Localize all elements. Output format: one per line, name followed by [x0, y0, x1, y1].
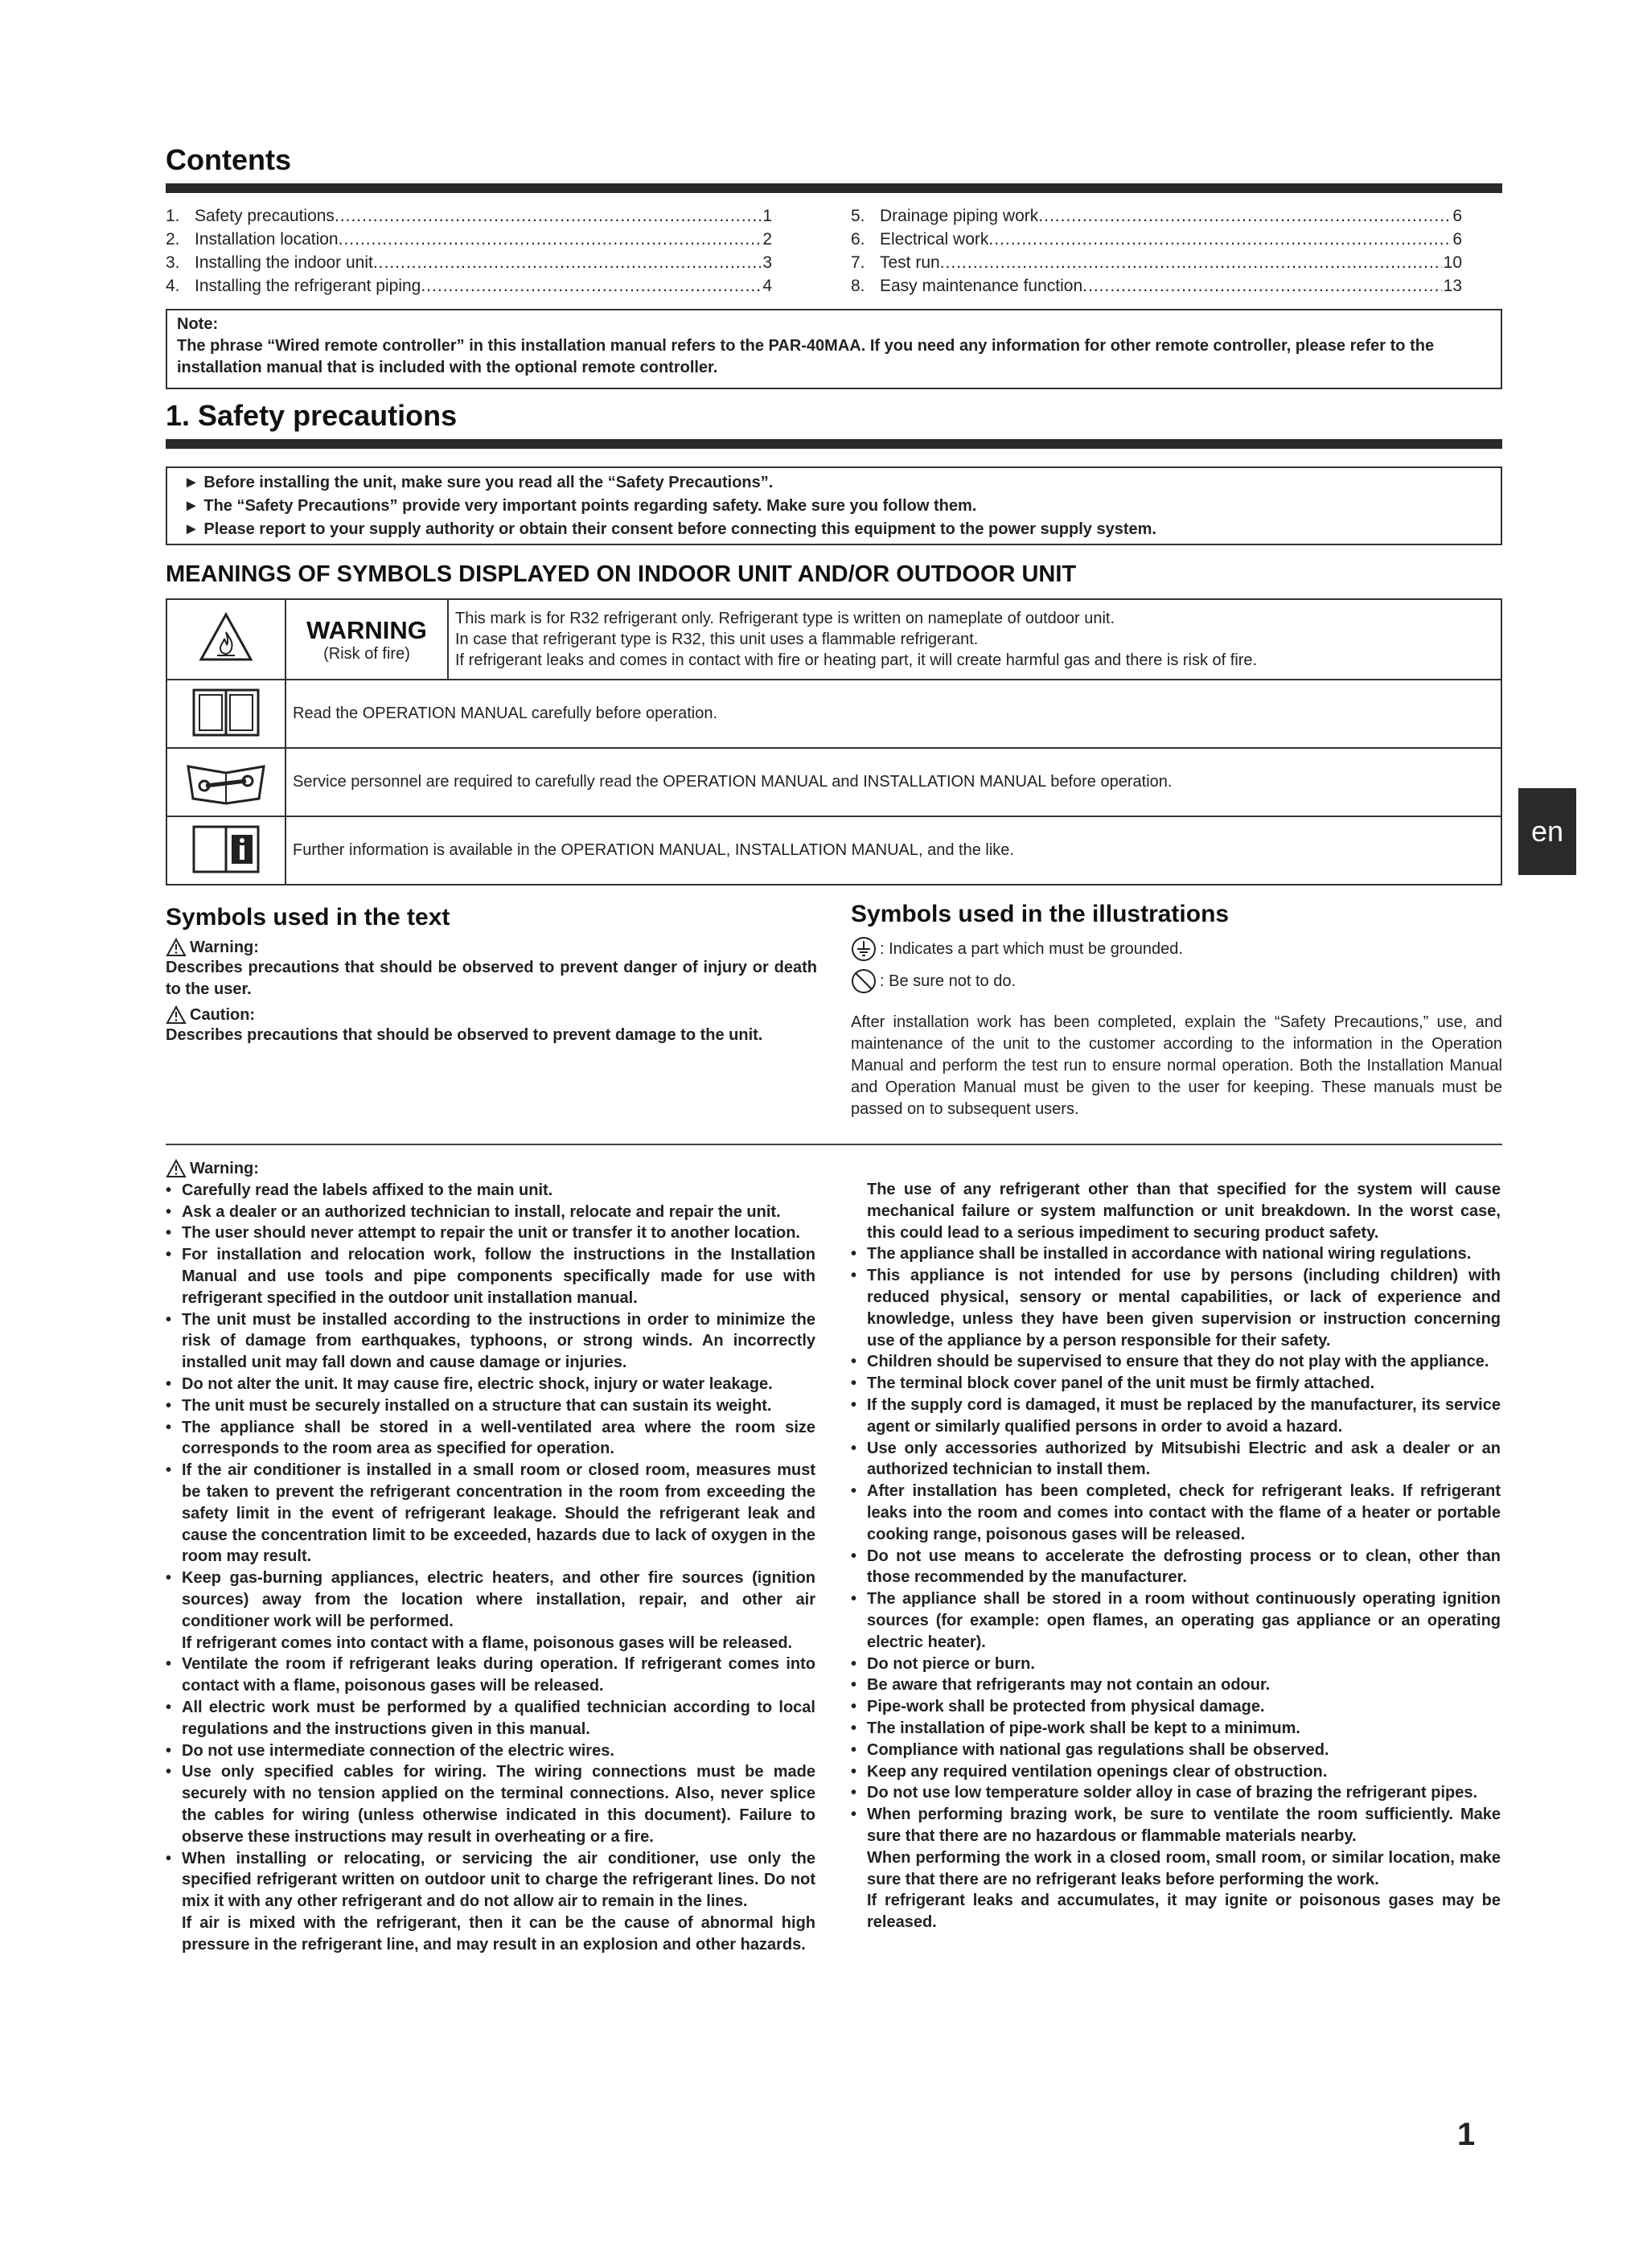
warning-sub: (Risk of fire)	[323, 644, 410, 663]
warning-list-heading	[166, 1158, 815, 1180]
warning-item: • Do not use low temperature solder alloy in case of brazing the refrigerant pipes.	[851, 1782, 1501, 1804]
precaution-box	[166, 466, 1502, 545]
symbols-illus-section	[851, 901, 1502, 1120]
section-rule	[166, 439, 1502, 449]
warning-item: • Use only accessories authorized by Mitsubishi Electric and ask a dealer or an authorized technician to install them.	[851, 1438, 1501, 1481]
precaution-line: ► The “Safety Precautions” provide very important points regarding safety. Make sure you follow them.	[183, 497, 977, 515]
caution-heading	[166, 1005, 817, 1025]
warning-heading	[166, 938, 817, 957]
symbols-table	[166, 598, 1502, 885]
warning-list-left	[166, 1158, 815, 1955]
book-icon	[166, 680, 285, 748]
contents-title: Contents	[166, 143, 291, 176]
warning-item: • Do not use means to accelerate the defrosting process or to clean, other than those recommended by the manufacturer.	[851, 1546, 1501, 1589]
toc-item[interactable]: 5. Drainage piping work ..... 6	[851, 204, 1462, 228]
warning-item: • The user should never attempt to repair the unit or transfer it to another location.	[166, 1222, 815, 1244]
warning-item: • The unit must be securely installed on a structure that can sustain its weight.	[166, 1395, 815, 1417]
warning-triangle-icon	[166, 938, 187, 957]
warning-item: • Compliance with national gas regulations shall be observed.	[851, 1740, 1501, 1761]
toc-left	[166, 204, 772, 298]
warning-item: • If the air conditioner is installed in a small room or closed room, measures must be taken to prevent the refrigerant concentration in the room from exceeding the safety limit in the event of refrigerant leakage. Should the refrigerant leak and cause the concentration limit to be exceeded, hazards due to lack of oxygen in the room may result.	[166, 1460, 815, 1567]
warning-label: Warning:	[190, 938, 259, 956]
warning-item: • Children should be supervised to ensure that they do not play with the appliance.	[851, 1351, 1501, 1373]
donot-text: : Be sure not to do.	[880, 972, 1016, 990]
warning-line: If refrigerant leaks and comes in contact with fire or heating part, it will create harmful gas and there is risk of fire.	[455, 651, 1258, 669]
warning-item: The use of any refrigerant other than that specified for the system will cause mechanical failure or system malfunction or unit breakdown. In the worst case, this could lead to a serious impediment to securing product safety.	[867, 1181, 1501, 1242]
warning-triangle-icon	[166, 1159, 187, 1178]
warning-item: • The appliance shall be installed in accordance with national wiring regulations.	[851, 1243, 1501, 1265]
divider	[166, 1144, 1502, 1145]
warning-item: • The appliance shall be stored in a room without continuously operating ignition sources (for example: open flames, an operating gas appliance or an operating electric heater).	[851, 1588, 1501, 1653]
warning-item: • When installing or relocating, or servicing the air conditioner, use only the specified refrigerant written on outdoor unit to charge the refrigerant lines. Do not mix it with any other refrigerant and do not allow air to remain in the lines.	[166, 1848, 815, 1913]
symbol-row-text: Service personnel are required to carefully read the OPERATION MANUAL and INSTALLATION MANUAL before operation.	[285, 748, 1501, 816]
donot-row	[851, 968, 1502, 994]
warning-item: • The terminal block cover panel of the unit must be firmly attached.	[851, 1373, 1501, 1395]
warning-item: • All electric work must be performed by a qualified technician according to local regulations and the instructions given in this manual.	[166, 1697, 815, 1740]
toc-item[interactable]: 2. Installation location ..... 2	[166, 228, 772, 251]
info-book-icon	[166, 816, 285, 885]
toc-item[interactable]: 1. Safety precautions ..... 1	[166, 204, 772, 228]
warning-item: • Be aware that refrigerants may not contain an odour.	[851, 1674, 1501, 1696]
warning-item: If refrigerant comes into contact with a flame, poisonous gases will be released.	[182, 1633, 793, 1652]
note-label: Note:	[177, 315, 219, 333]
warning-item: • If the supply cord is damaged, it must be replaced by the manufacturer, its service agent or similarly qualified persons in order to avoid a hazard.	[851, 1395, 1501, 1438]
toc-item[interactable]: 4. Installing the refrigerant piping ..... 4	[166, 274, 772, 298]
caution-label: Caution:	[190, 1005, 256, 1024]
warning-item: If air is mixed with the refrigerant, then it can be the cause of abnormal high pressure in the refrigerant line, and may result in an explosion and other hazards.	[182, 1913, 815, 1954]
warning-item: • Carefully read the labels affixed to the main unit.	[166, 1180, 815, 1202]
language-tab[interactable]: en	[1518, 788, 1576, 875]
warning-item: • Ask a dealer or an authorized technician to install, relocate and repair the unit.	[166, 1202, 815, 1223]
toc-item[interactable]: 7. Test run ..... 10	[851, 251, 1462, 274]
warning-item: • Do not use intermediate connection of the electric wires.	[166, 1740, 815, 1762]
warning-description	[448, 599, 1501, 680]
caution-desc: Describes precautions that should be observed to prevent damage to the unit.	[166, 1026, 763, 1044]
symbols-text-section	[166, 904, 817, 1046]
toc-right	[851, 204, 1462, 298]
warning-line: This mark is for R32 refrigerant only. Refrigerant type is written on nameplate of outdoor unit.	[455, 610, 1115, 627]
warning-item: • Do not pierce or burn.	[851, 1654, 1501, 1675]
warning-item: • Pipe-work shall be protected from physical damage.	[851, 1696, 1501, 1718]
toc-item[interactable]: 6. Electrical work ..... 6	[851, 228, 1462, 251]
after-installation-text: After installation work has been completed, explain the “Safety Precautions,” use, and maintenance of the unit to the customer according to the information in the Operation Manual and perform the test run to ensure normal operation. Both the Installation Manual and Operation Manual must be given to the user for keeping. These manuals must be passed on to subsequent users.	[851, 1013, 1502, 1118]
toc-item[interactable]: 3. Installing the indoor unit ..... 3	[166, 251, 772, 274]
warning-list-label: Warning:	[190, 1160, 259, 1177]
meanings-title: MEANINGS OF SYMBOLS DISPLAYED ON INDOOR UNIT AND/OR OUTDOOR UNIT	[166, 561, 1077, 587]
note-box	[166, 309, 1502, 389]
symbol-row-text: Further information is available in the OPERATION MANUAL, INSTALLATION MANUAL, and the like.	[285, 816, 1501, 885]
warning-list-right	[851, 1179, 1501, 1933]
precaution-line: ► Before installing the unit, make sure you read all the “Safety Precautions”.	[183, 474, 774, 491]
warning-item: • Ventilate the room if refrigerant leaks during operation. If refrigerant comes into contact with a flame, poisonous gases will be released.	[166, 1654, 815, 1697]
symbols-illus-title: Symbols used in the illustrations	[851, 901, 1230, 927]
warning-cell	[285, 599, 448, 680]
warning-item: • For installation and relocation work, follow the instructions in the Installation Manual and use tools and pipe components specifically made for use with refrigerant specified in the outdoor unit installation manual.	[166, 1244, 815, 1309]
warning-item: • Keep any required ventilation openings clear of obstruction.	[851, 1761, 1501, 1783]
warning-item: • Keep gas-burning appliances, electric heaters, and other fire sources (ignition sources) away from the location where installation, repair, and other air conditioner work will be performed.	[166, 1567, 815, 1632]
toc-item[interactable]: 8. Easy maintenance function ..... 13	[851, 274, 1462, 298]
warning-item: • The appliance shall be stored in a well-ventilated area where the room size corresponds to the room area as specified for operation.	[166, 1417, 815, 1461]
warning-item: • This appliance is not intended for use by persons (including children) with reduced physical, sensory or mental capabilities, or lack of experience and knowledge, unless they have been given supervision or instruction concerning use of the appliance by a person responsible for their safety.	[851, 1265, 1501, 1351]
warning-item: When performing the work in a closed room, small room, or similar location, make sure that there are no refrigerant leaks before performing the work.	[867, 1848, 1501, 1888]
flammable-warning-icon	[166, 599, 285, 680]
note-text: The phrase “Wired remote controller” in this installation manual refers to the PAR-40MAA. If you need any information for other remote controller, please refer to the installation manual that is included with the optional remote controller.	[177, 337, 1435, 376]
service-manual-icon	[166, 748, 285, 816]
warning-item: • After installation has been completed, check for refrigerant leaks. If refrigerant leaks into the room and comes into contact with the flame of a heater or portable cooking range, poisonous gases will be released.	[851, 1481, 1501, 1545]
prohibited-icon	[851, 968, 877, 994]
ground-text: : Indicates a part which must be grounded.	[880, 939, 1183, 958]
symbols-text-title: Symbols used in the text	[166, 904, 450, 931]
warning-item: If refrigerant leaks and accumulates, it may ignite or poisonous gases may be released.	[867, 1892, 1501, 1932]
warning-item: • When performing brazing work, be sure to ventilate the room sufficiently. Make sure that there are no hazardous or flammable materials nearby.	[851, 1804, 1501, 1847]
warning-item: • The unit must be installed according to the instructions in order to minimize the risk of damage from earthquakes, typhoons, or strong winds. An incorrectly installed unit may fall down and cause damage or injuries.	[166, 1309, 815, 1374]
warning-item: • Do not alter the unit. It may cause fire, electric shock, injury or water leakage.	[166, 1374, 815, 1395]
warning-item: • The installation of pipe-work shall be kept to a minimum.	[851, 1718, 1501, 1740]
caution-triangle-icon	[166, 1005, 187, 1025]
warning-label: WARNING	[306, 615, 427, 644]
page-number: 1	[1457, 2117, 1476, 2152]
ground-row	[851, 936, 1502, 962]
symbol-row-text: Read the OPERATION MANUAL carefully before operation.	[285, 680, 1501, 748]
section-title: 1. Safety precautions	[166, 399, 458, 432]
ground-icon	[851, 936, 877, 962]
contents-rule	[166, 183, 1502, 193]
precaution-line: ► Please report to your supply authority or obtain their consent before connecting this equipment to the power supply system.	[183, 520, 1156, 538]
warning-desc: Describes precautions that should be observed to prevent danger of injury or death to the user.	[166, 959, 817, 998]
warning-item: • Use only specified cables for wiring. The wiring connections must be made securely with no tension applied on the terminal connections. Also, never splice the cables for wiring (unless otherwise indicated in this document). Failure to observe these instructions may result in overheating or a fire.	[166, 1761, 815, 1847]
warning-line: In case that refrigerant type is R32, this unit uses a flammable refrigerant.	[455, 631, 979, 648]
